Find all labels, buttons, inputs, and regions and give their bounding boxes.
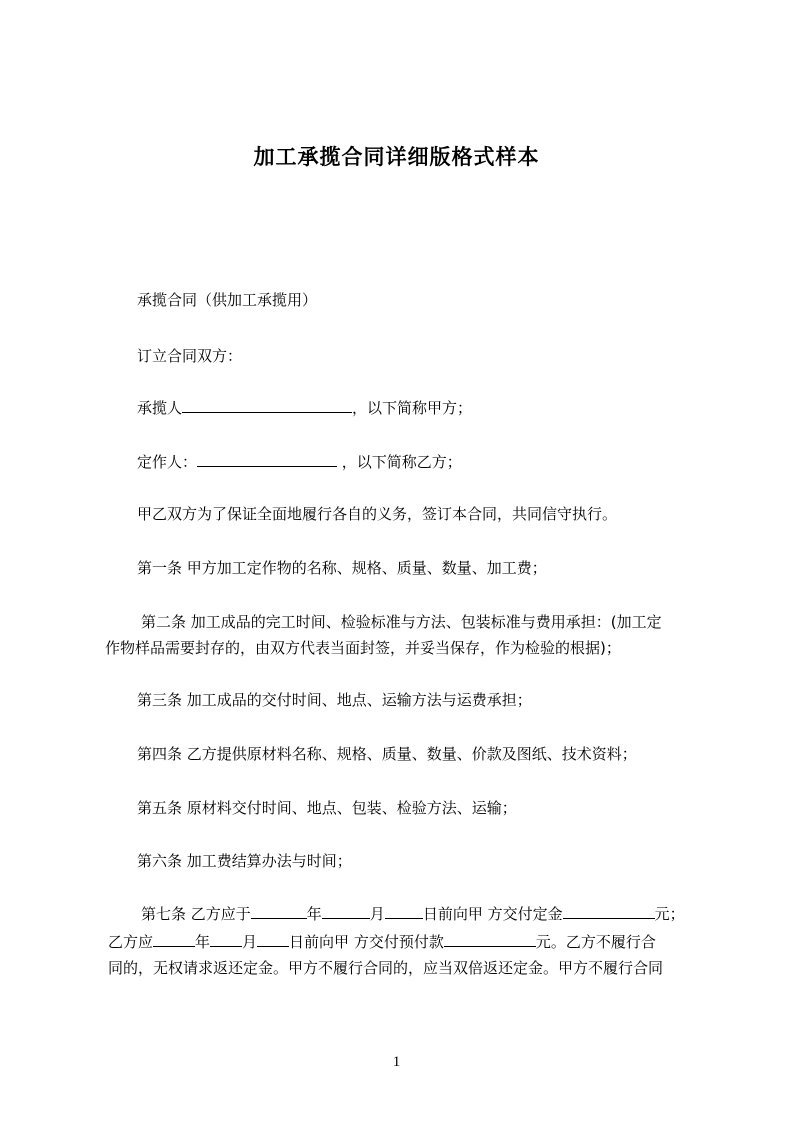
article-7-line-1 (141, 904, 685, 924)
orderer-blank (197, 452, 337, 467)
prepay-year-blank (153, 932, 195, 947)
orderer-line (137, 452, 462, 472)
deposit-month-blank (322, 904, 370, 919)
article-5: 第五条 原材料交付时间、地点、包装、检验方法、运输； (137, 799, 517, 817)
year-label: 年 (195, 933, 211, 951)
prepay-breach-clause: 元。乙方不履行合 (535, 933, 656, 951)
contract-type-line: 承揽合同（供加工承揽用） (137, 291, 318, 309)
article-6: 第六条 加工费结算办法与时间； (137, 852, 352, 870)
month-label: 月 (242, 933, 258, 951)
prepay-amount-blank (444, 932, 536, 947)
contractor-alias: ，以下简称甲方； (352, 399, 473, 417)
currency-unit: 元； (654, 905, 685, 923)
deposit-amount-blank (563, 904, 655, 919)
preamble-paragraph: 甲乙双方为了保证全面地履行各自的义务，签订本合同，共同信守执行。 (137, 505, 618, 523)
contractor-blank (182, 398, 352, 413)
prepay-clause: 日前向甲 方交付预付款 (289, 933, 444, 951)
deposit-year-blank (251, 904, 307, 919)
contractor-line (137, 398, 472, 418)
orderer-alias: ，以下简称乙方； (337, 453, 462, 471)
prepay-date-prefix: 乙方应 (108, 933, 154, 951)
document-title: 加工承揽合同详细版格式样本 (253, 145, 540, 169)
article-7-line-2 (108, 932, 656, 952)
month-label: 月 (369, 905, 385, 923)
article-1: 第一条 甲方加工定作物的名称、规格、质量、数量、加工费； (137, 559, 547, 577)
year-label: 年 (306, 905, 322, 923)
page-number: 1 (392, 1054, 401, 1070)
parties-heading: 订立合同双方： (137, 347, 243, 365)
contractor-label: 承揽人 (137, 399, 183, 417)
deposit-clause: 日前向甲 方交付定金 (422, 905, 563, 923)
deposit-date-prefix: 第七条 乙方应于 (141, 905, 251, 923)
article-3: 第三条 加工成品的交付时间、地点、运输方法与运费承担； (137, 691, 532, 709)
article-2-line-1: 第二条 加工成品的完工时间、检验标准与方法、包装标准与费用承担：(加工定 (141, 613, 662, 631)
article-2-line-2: 作物样品需要封存的，由双方代表当面封签，并妥当保存，作为检验的根据)； (105, 639, 621, 657)
orderer-label: 定作人： (137, 453, 198, 471)
deposit-day-blank (385, 904, 423, 919)
prepay-day-blank (257, 932, 289, 947)
article-7-line-3: 同的，无权请求返还定金。甲方不履行合同的，应当双倍返还定金。甲方不履行合同 (108, 959, 664, 977)
article-4: 第四条 乙方提供原材料名称、规格、质量、数量、价款及图纸、技术资料； (137, 745, 637, 763)
prepay-month-blank (210, 932, 242, 947)
